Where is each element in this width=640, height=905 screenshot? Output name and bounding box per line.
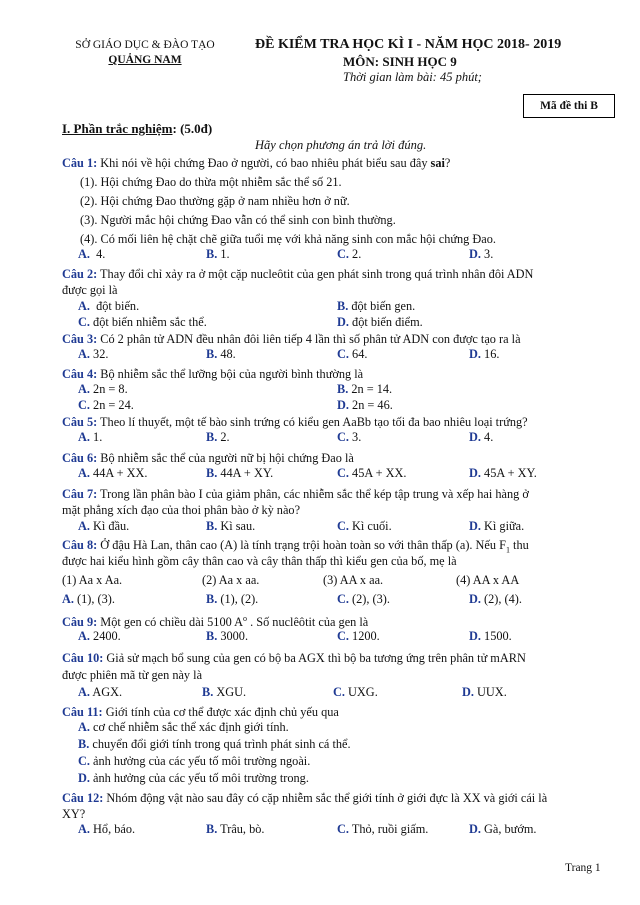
question-12-option-d[interactable]: D. Gà, bướm. [469,822,537,836]
question-5-option-b[interactable]: B. 2. [206,430,230,444]
exam-time: Thời gian làm bài: 45 phút; [343,70,482,84]
question-11-option-a[interactable]: A. cơ chế nhiễm sắc thể xác định giới tính. [78,720,289,734]
question-7-option-c[interactable]: C. Kì cuối. [337,519,392,533]
question-2-option-b[interactable]: B. đột biến gen. [337,299,416,313]
question-9-option-d[interactable]: D. 1500. [469,629,512,643]
question-4-option-c[interactable]: C. 2n = 24. [78,398,134,412]
question-1-stem: Câu 1: Khi nói về hội chứng Đao ở người, có bao nhiêu phát biểu sau đây sai? [62,156,451,170]
question-7-option-a[interactable]: A. Kì đầu. [78,519,130,533]
section-title: I. Phần trắc nghiệm: (5.0đ) [62,121,213,136]
question-8-option-a[interactable]: A. (1), (3). [62,592,115,606]
question-2-option-a[interactable]: A. đột biến. [78,299,140,313]
question-11-stem: Câu 11: Giới tính của cơ thể được xác định chủ yếu qua [62,705,339,719]
question-5-option-d[interactable]: D. 4. [469,430,494,444]
question-8-stem-line-2: được hai kiểu hình gồm cây thân cao và cây thân thấp thì kiểu gen của bố, mẹ là [62,554,457,568]
question-2-stem: Câu 2: Thay đổi chỉ xảy ra ở một cặp nucleôtit của gen phát sinh trong quá trình nhân đôi ADN [62,267,534,281]
question-4-option-b[interactable]: B. 2n = 14. [337,382,393,396]
question-7-option-d[interactable]: D. Kì giữa. [469,519,525,533]
department-name: SỞ GIÁO DỤC & ĐÀO TẠO [75,39,215,51]
question-6-option-b[interactable]: B. 44A + XY. [206,466,274,480]
question-10-option-b[interactable]: B. XGU. [202,685,247,699]
question-10-option-c[interactable]: C. UXG. [333,685,378,699]
question-8-stem: Câu 8: Ở đậu Hà Lan, thân cao (A) là tính trạng trội hoàn toàn so với thân thấp (a). Nếu $F_1$ thu [62,538,529,555]
question-7-option-b[interactable]: B. Kì sau. [206,519,256,533]
question-2-option-d[interactable]: D. đột biến điểm. [337,315,423,329]
question-10-option-d[interactable]: D. UUX. [462,685,507,699]
question-2-stem-line-2: được gọi là [62,283,118,297]
question-11-option-c[interactable]: C. ảnh hưởng của các yếu tố môi trường ngoài. [78,754,311,768]
question-12-stem: Câu 12: Nhóm động vật nào sau đây có cặp nhiễm sắc thể giới tính ở giới đực là XX và giới cái là [62,791,548,805]
question-4-stem: Câu 4: Bộ nhiễm sắc thể lưỡng bội của người bình thường là [62,367,364,381]
question-8-cross-2: (2) Aa x aa. [202,573,260,587]
exam-subject: MÔN: SINH HỌC 9 [343,54,457,69]
question-8-cross-4: (4) AA x AA [456,573,520,587]
question-2-option-c[interactable]: C. đột biến nhiễm sắc thể. [78,315,207,329]
question-1-option-b[interactable]: B. 1. [206,247,230,261]
question-10-stem-line-2: được phiên mã từ gen này là [62,668,203,682]
question-7-stem: Câu 7: Trong lần phân bào I của giảm phân, các nhiễm sắc thể kép tập trung và xếp hai hàng ở [62,487,529,501]
question-10-stem: Câu 10: Giả sử mạch bổ sung của gen có bộ ba AGX thì bộ ba tương ứng trên phân tử mARN [62,651,526,665]
question-9-stem: Câu 9: Một gen có chiều dài 5100 $A^o$ . Số nuclêôtit của gen là [62,614,369,630]
page-number: Trang 1 [565,862,601,874]
question-6-option-c[interactable]: C. 45A + XX. [337,466,407,480]
question-1-option-a[interactable]: A. 4. [78,247,106,261]
question-12-option-a[interactable]: A. Hổ, báo. [78,822,136,836]
exam-code-box: Mã đề thi B [523,94,615,118]
question-4-option-a[interactable]: A. 2n = 8. [78,382,128,396]
question-10-option-a[interactable]: A. AGX. [78,685,123,699]
question-4-option-d[interactable]: D. 2n = 46. [337,398,393,412]
question-5-option-a[interactable]: A. 1. [78,430,103,444]
question-12-option-c[interactable]: C. Thỏ, ruồi giấm. [337,822,429,836]
exam-title: ĐỀ KIỂM TRA HỌC KÌ I - NĂM HỌC 2018- 2019 [255,37,562,52]
question-7-stem-line-2: mặt phẳng xích đạo của thoi phân bào ở kỳ nào? [62,503,301,517]
question-8-option-c[interactable]: C. (2), (3). [337,592,390,606]
question-12-stem-line-2: XY? [62,807,86,821]
question-6-option-d[interactable]: D. 45A + XY. [469,466,537,480]
question-6-stem: Câu 6: Bộ nhiễm sắc thể của người nữ bị hội chứng Đao là [62,451,354,465]
question-9-option-c[interactable]: C. 1200. [337,629,380,643]
question-1-statement-4: (4). Có mối liên hệ chặt chẽ giữa tuổi mẹ với khả năng sinh con mắc hội chứng Đao. [80,232,496,246]
question-1-option-c[interactable]: C. 2. [337,247,362,261]
question-5-stem: Câu 5: Theo lí thuyết, một tế bào sinh trứng có kiểu gen AaBb tạo tối đa bao nhiêu loại trứng? [62,415,528,429]
question-1-statement-1: (1). Hội chứng Đao do thừa một nhiễm sắc thể số 21. [80,175,342,189]
question-12-option-b[interactable]: B. Trâu, bò. [206,822,265,836]
question-11-option-b[interactable]: B. chuyển đổi giới tính trong quá trình phát sinh cá thể. [78,737,351,751]
question-9-option-b[interactable]: B. 3000. [206,629,249,643]
question-11-option-d[interactable]: D. ảnh hưởng của các yếu tố môi trường trong. [78,771,309,785]
question-1-option-d[interactable]: D. 3. [469,247,494,261]
question-5-option-c[interactable]: C. 3. [337,430,362,444]
question-8-cross-3: (3) AA x aa. [323,573,384,587]
question-3-option-c[interactable]: C. 64. [337,347,368,361]
question-9-option-a[interactable]: A. 2400. [78,629,121,643]
question-8-option-b[interactable]: B. (1), (2). [206,592,259,606]
question-3-option-d[interactable]: D. 16. [469,347,500,361]
question-3-stem: Câu 3: Có 2 phân tử ADN đều nhân đôi liên tiếp 4 lần thì số phân tử ADN con được tạo ra là [62,332,521,346]
province-name: QUẢNG NAM [108,54,182,66]
question-6-option-a[interactable]: A. 44A + XX. [78,466,148,480]
instruction: Hãy chọn phương án trả lời đúng. [255,138,427,152]
question-8-cross-1: (1) Aa x Aa. [62,573,123,587]
question-8-option-d[interactable]: D. (2), (4). [469,592,522,606]
question-1-statement-3: (3). Người mắc hội chứng Đao vẫn có thể sinh con bình thường. [80,213,396,227]
question-1-statement-2: (2). Hội chứng Đao thường gặp ở nam nhiều hơn ở nữ. [80,194,350,208]
question-3-option-b[interactable]: B. 48. [206,347,236,361]
question-3-option-a[interactable]: A. 32. [78,347,109,361]
